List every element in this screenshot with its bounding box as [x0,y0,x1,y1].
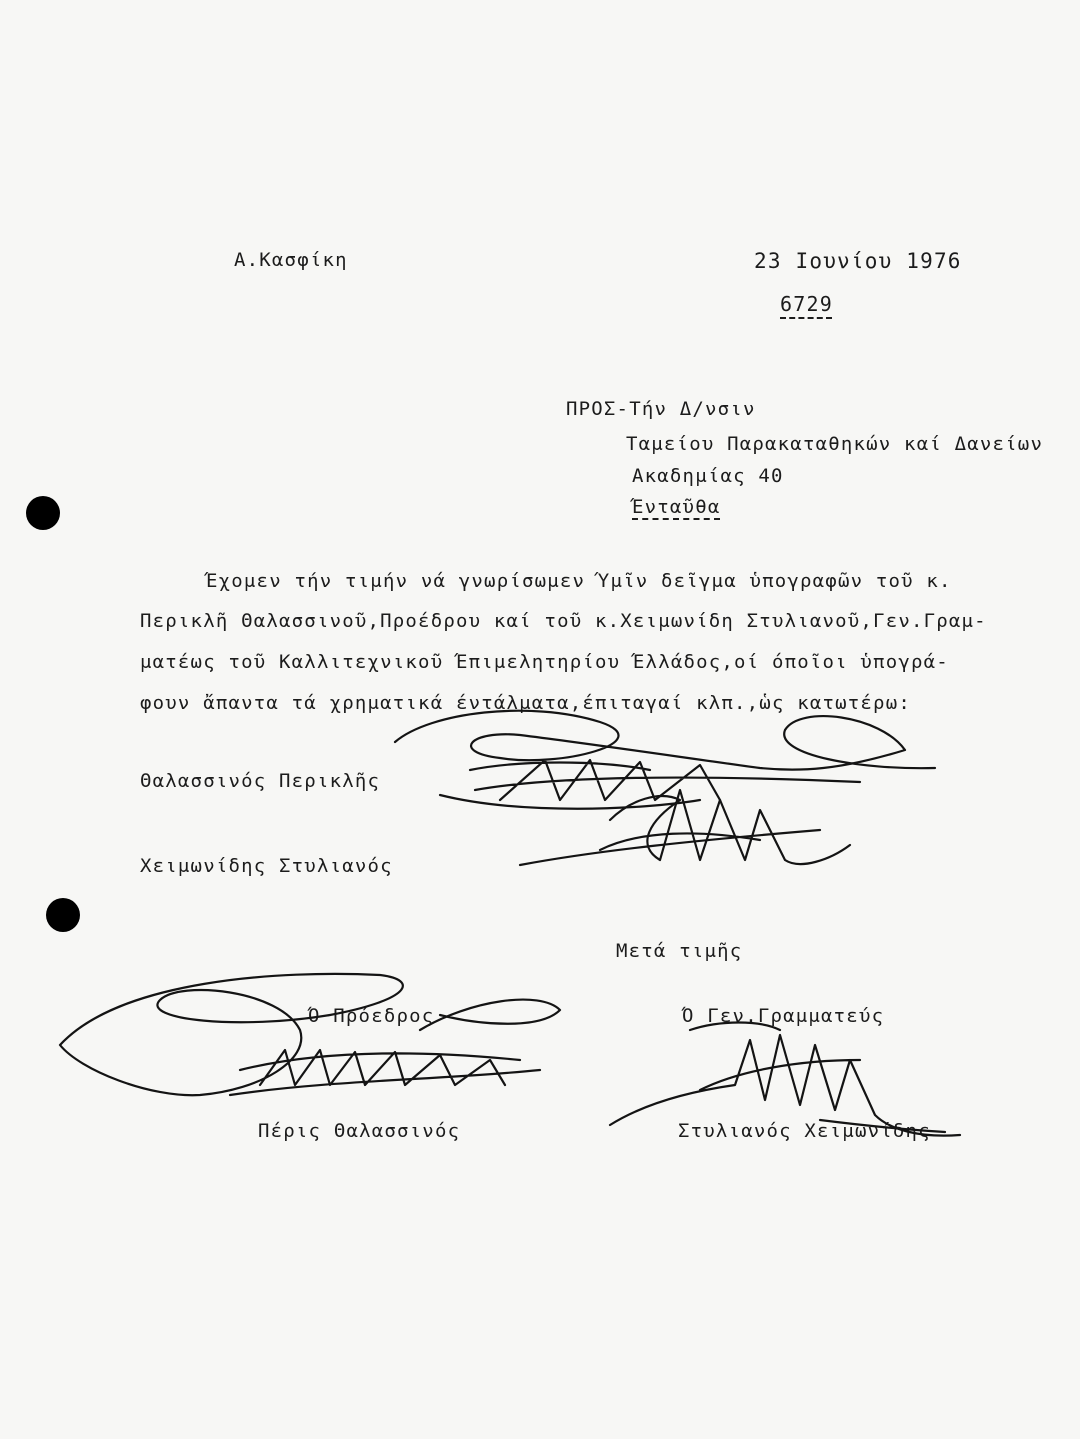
recipient-line-4: Ένταῦθα [632,496,721,518]
recipient-line-1: ΠΡΟΣ-Τήν Δ/νσιν [566,398,756,420]
reference-number: 6729 [780,292,833,316]
body-line-1: Έχομεν τήν τιμήν νά γνωρίσωμεν Ύμῖν δεῖγμα ὑπογραφῶν τοῦ κ. [206,570,952,592]
president-name: Πέρις Θαλασσινός [258,1120,461,1142]
punch-hole [26,496,60,530]
signature-cheimonidis-1 [520,790,850,865]
sender-name: Α.Κασφίκη [234,249,348,271]
closing-text: Μετά τιμῆς [616,940,743,962]
signature-thalassinos-1 [395,711,935,809]
punch-hole [46,898,80,932]
president-title: Ό Πρόεδρος [308,1005,435,1027]
signature-thalassinos-2 [60,974,560,1095]
letter-date: 23 Ιουνίου 1976 [754,249,962,273]
body-line-3: ματέως τοῦ Καλλιτεχνικοῦ Έπιμελητηρίου Έλλάδος,οί όποῖοι ὑπογρά- [140,651,949,673]
recipient-line-2: Ταμείου Παρακαταθηκών καί Δανείων [626,433,1044,455]
body-line-4: φουν ἄπαντα τά χρηματικά έντάλματα,έπιταγαί κλπ.,ὡς κατωτέρω: [140,692,911,714]
secretary-name: Στυλιανός Χειμωνίδης [678,1120,931,1142]
signature-cheimonidis-2 [610,1023,960,1136]
secretary-title: Ό Γεν.Γραμματεύς [682,1005,885,1027]
signatory-first: Θαλασσινός Περικλῆς [140,770,381,792]
recipient-line-3: Ακαδημίας 40 [632,465,784,487]
body-line-2: Περικλῆ Θαλασσινοῦ,Προέδρου καί τοῦ κ.Χειμωνίδη Στυλιανοῦ,Γεν.Γραμ- [140,610,987,632]
signatory-second: Χειμωνίδης Στυλιανός [140,855,393,877]
